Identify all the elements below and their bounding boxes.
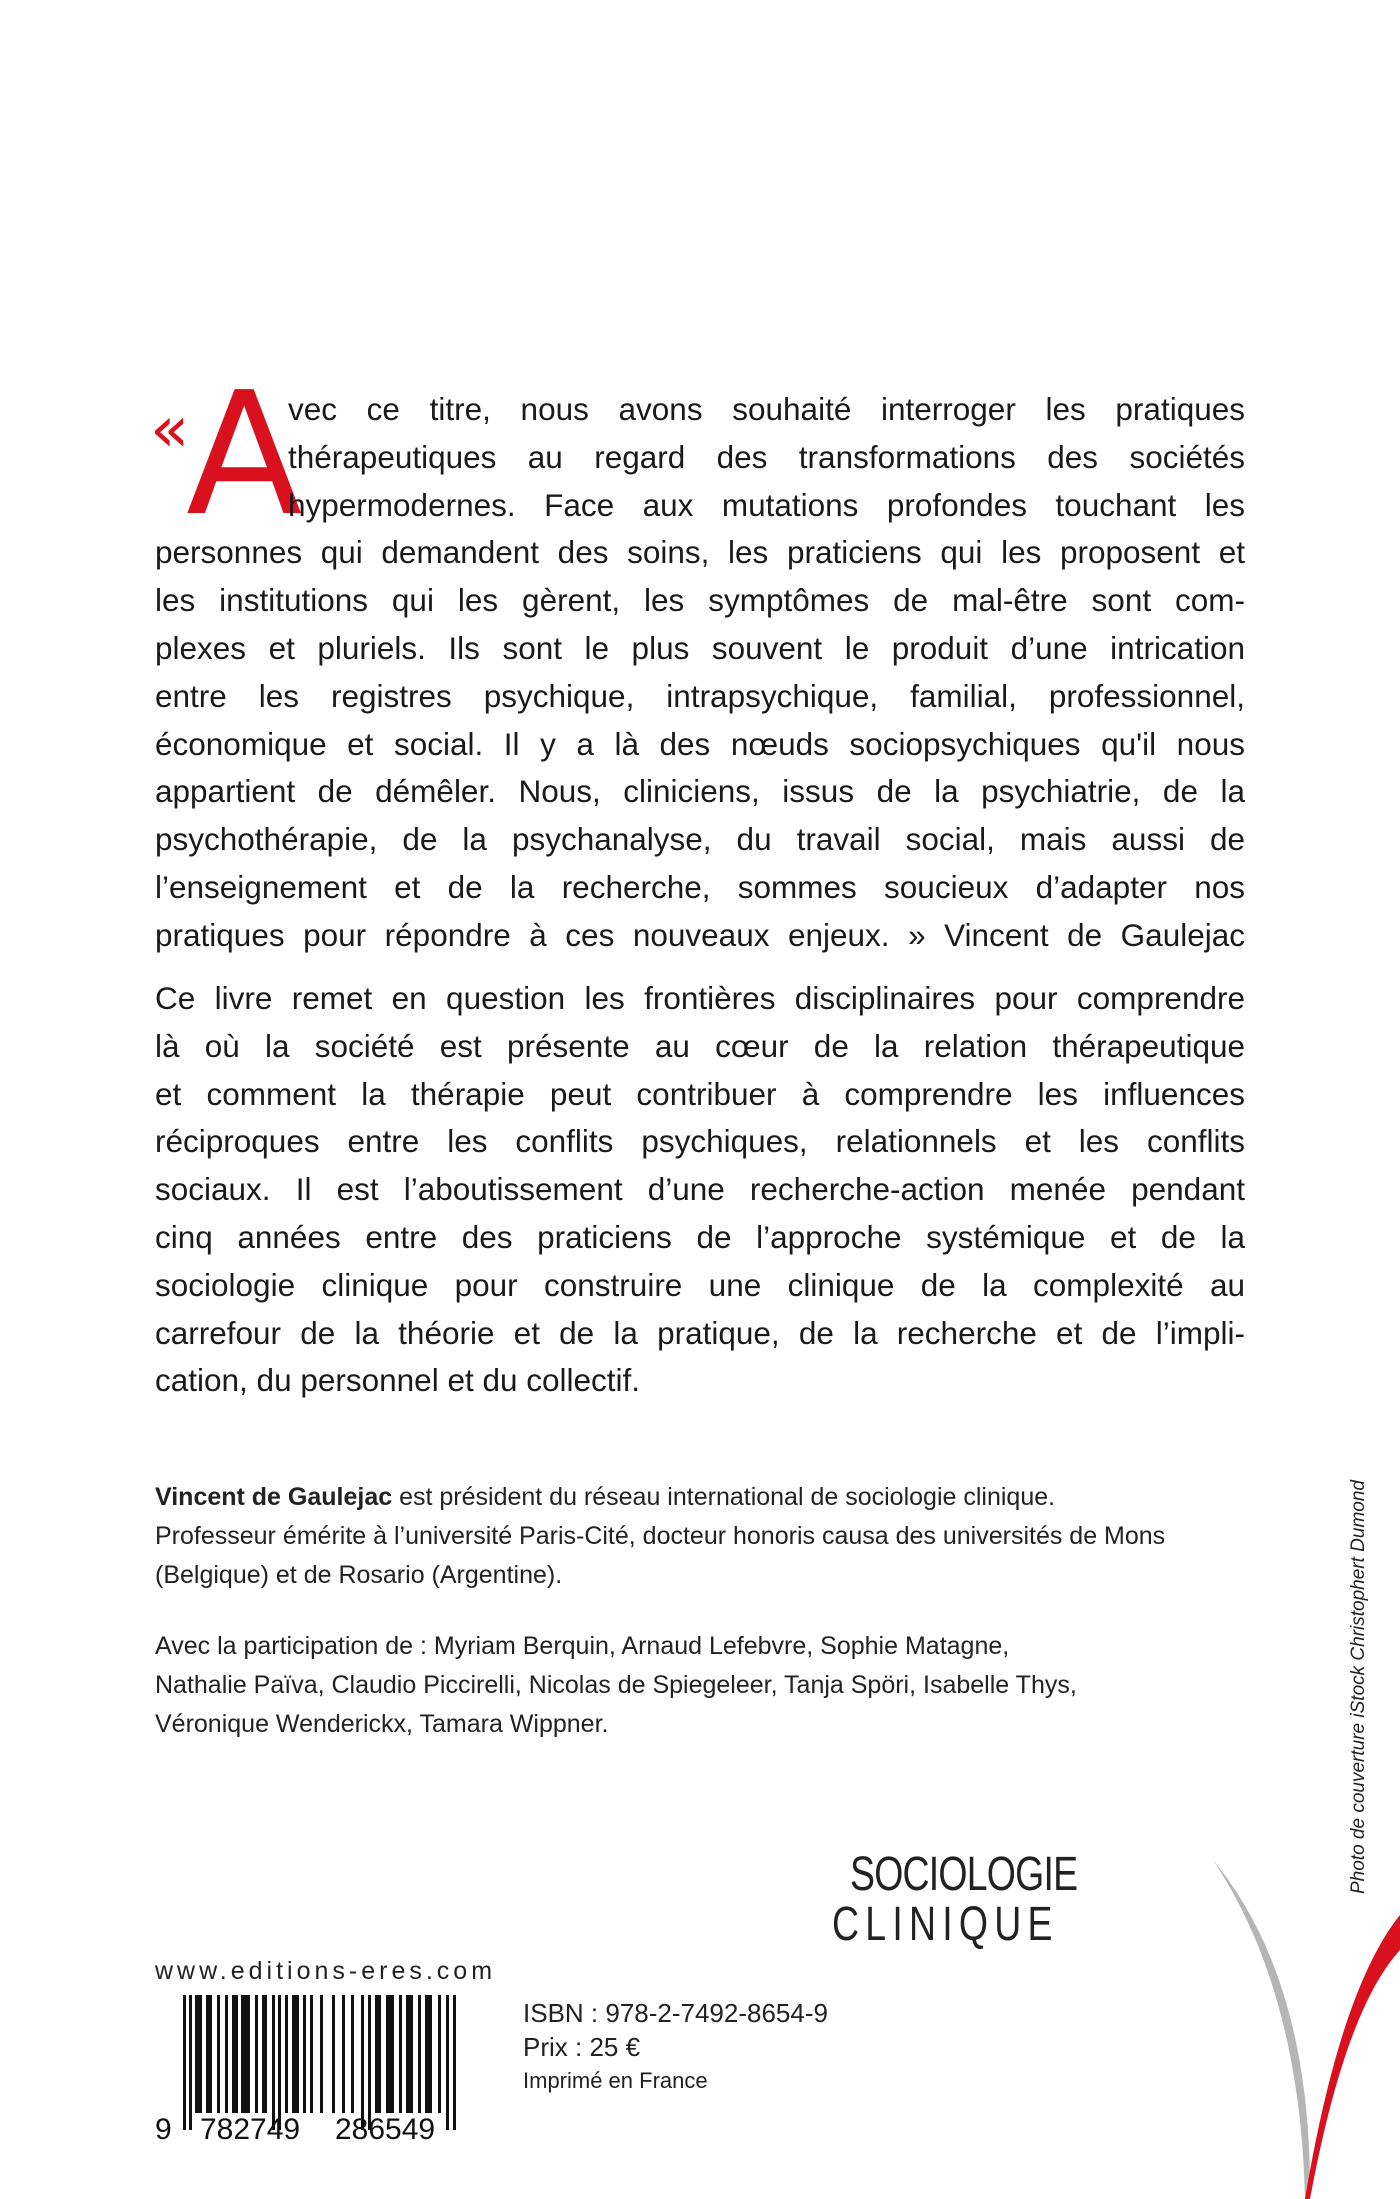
quote-line: entre les registres psychique, intrapsychique, familial, professionnel, [155, 677, 1245, 714]
summary-line: carrefour de la théorie et de la pratique, de la recherche et de l’impli- [155, 1314, 1245, 1351]
bio-text: (Belgique) et de Rosario (Argentine). [155, 1561, 563, 1589]
summary-line: réciproques entre les conflits psychiques, relationnels et les conflits [155, 1123, 1245, 1160]
price: Prix : 25 € [523, 2032, 641, 2062]
quote-line: appartient de démêler. Nous, cliniciens, issus de la psychiatrie, de la [155, 773, 1245, 810]
participation [155, 1627, 1077, 1744]
barcode-digits-left: 782749 [200, 2113, 301, 2146]
quote-line: plexes et pluriels. Ils sont le plus souvent le produit d’une intrication [155, 629, 1245, 666]
printed-in: Imprimé en France [523, 2068, 708, 2093]
quote-line: hypermodernes. Face aux mutations profondes touchant les [288, 486, 1245, 523]
barcode-digits-right: 286549 [335, 2113, 436, 2146]
logo-line: SOCIOLOGIE [850, 1848, 1078, 1901]
barcode-digit: 9 [155, 2113, 172, 2146]
summary-line: cinq années entre des praticiens de l’approche systémique et de la [155, 1218, 1245, 1255]
photo-credit: Photo de couverture iStock Christophert Dumond [1348, 1480, 1369, 1894]
quote-line: vec ce titre, nous avons souhaité interroger les pratiques [288, 391, 1245, 427]
quote-line: économique et social. Il y a là des nœuds sociopsychiques qu'il nous [155, 725, 1245, 762]
summary-line: Ce livre remet en question les frontières disciplinaires pour comprendre [155, 980, 1245, 1016]
summary-line: et comment la thérapie peut contribuer à comprendre les influences [155, 1075, 1245, 1112]
bio-text: Professeur émérite à l’université Paris-Cité, docteur honoris causa des universités de Mons [155, 1522, 1166, 1550]
publisher-website[interactable]: www.editions-eres.com [155, 1957, 497, 1985]
participation-line: Avec la participation de : Myriam Berquin, Arnaud Lefebvre, Sophie Matagne, [155, 1632, 1010, 1660]
quote-line: thérapeutiques au regard des transformations des sociétés [288, 438, 1245, 475]
participation-line: Véronique Wenderickx, Tamara Wippner. [155, 1710, 609, 1738]
author-bio [155, 1478, 1165, 1595]
quote-line: les institutions qui les gèrent, les symptômes de mal-être sont com- [155, 582, 1245, 619]
participation-line: Nathalie Païva, Claudio Piccirelli, Nicolas de Spiegeleer, Tanja Spöri, Isabelle Thys, [155, 1671, 1077, 1699]
quote-line: l’enseignement et de la recherche, sommes soucieux d’adapter nos [155, 868, 1245, 905]
quote-paragraph [155, 386, 1245, 960]
bio-text: est président du réseau international de sociologie clinique. [392, 1483, 1056, 1511]
quote-line: psychothérapie, de la psychanalyse, du travail social, mais aussi de [155, 821, 1245, 858]
author-name: Vincent de Gaulejac [155, 1483, 393, 1511]
summary-line: là où la société est présente au cœur de la relation thérapeutique [155, 1027, 1245, 1064]
book-info [523, 1996, 828, 2098]
drop-cap: A [186, 356, 303, 554]
summary-line: cation, du personnel et du collectif. [155, 1362, 641, 1399]
quote-line: personnes qui demandent des soins, les praticiens qui les proposent et [155, 534, 1245, 571]
opening-quote-mark: « [150, 393, 190, 467]
summary-paragraph [155, 975, 1245, 1405]
logo-line: CLINIQUE [832, 1898, 1059, 1951]
quote-line: pratiques pour répondre à ces nouveaux enjeux. » Vincent de Gaulejac [155, 916, 1245, 953]
isbn: ISBN : 978-2-7492-8654-9 [523, 1998, 828, 2028]
summary-line: sociaux. Il est l’aboutissement d’une recherche-action menée pendant [155, 1171, 1245, 1208]
barcode [155, 1995, 475, 2150]
collection-logo [832, 1850, 1141, 1950]
summary-line: sociologie clinique pour construire une clinique de la complexité au [155, 1266, 1245, 1303]
